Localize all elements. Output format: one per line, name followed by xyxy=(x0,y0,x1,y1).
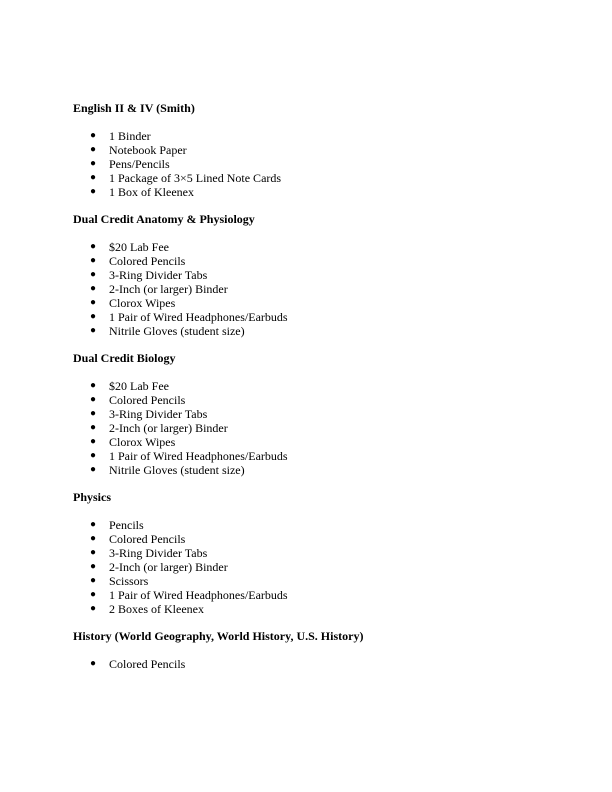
item-label: 3-Ring Divider Tabs xyxy=(109,546,208,560)
list-item xyxy=(73,463,593,477)
bullet-icon: ● xyxy=(90,561,97,572)
item-label: 2-Inch (or larger) Binder xyxy=(109,421,228,435)
bullet-icon: ● xyxy=(90,436,97,447)
list-item xyxy=(73,157,593,171)
bullet-icon: ● xyxy=(90,130,97,141)
supply-list xyxy=(73,240,593,338)
item-label: 1 Pair of Wired Headphones/Earbuds xyxy=(109,588,288,602)
list-item xyxy=(73,588,593,602)
list-item xyxy=(73,268,593,282)
bullet-icon: ● xyxy=(90,297,97,308)
list-item xyxy=(73,574,593,588)
item-label: Colored Pencils xyxy=(109,532,186,546)
bullet-icon: ● xyxy=(90,325,97,336)
list-item xyxy=(73,171,593,185)
bullet-icon: ● xyxy=(90,380,97,391)
section-physics xyxy=(73,490,593,616)
item-label: 1 Box of Kleenex xyxy=(109,185,194,199)
list-item xyxy=(73,657,593,671)
bullet-icon: ● xyxy=(90,519,97,530)
section-title: English II & IV (Smith) xyxy=(73,101,195,115)
section-anatomy-physiology xyxy=(73,212,593,338)
document-page xyxy=(73,101,593,684)
bullet-icon: ● xyxy=(90,311,97,322)
supply-list xyxy=(73,657,593,671)
supply-list xyxy=(73,129,593,199)
supply-list xyxy=(73,379,593,477)
item-label: Colored Pencils xyxy=(109,393,186,407)
list-item xyxy=(73,407,593,421)
bullet-icon: ● xyxy=(90,269,97,280)
section-history xyxy=(73,629,593,671)
item-label: $20 Lab Fee xyxy=(109,379,169,393)
section-biology xyxy=(73,351,593,477)
supply-list xyxy=(73,518,593,616)
item-label: 1 Package of 3×5 Lined Note Cards xyxy=(109,171,282,185)
bullet-icon: ● xyxy=(90,603,97,614)
item-label: 3-Ring Divider Tabs xyxy=(109,407,208,421)
list-item xyxy=(73,143,593,157)
bullet-icon: ● xyxy=(90,464,97,475)
bullet-icon: ● xyxy=(90,422,97,433)
list-item xyxy=(73,546,593,560)
section-title: History (World Geography, World History, U.S. History) xyxy=(73,629,364,643)
item-label: 2-Inch (or larger) Binder xyxy=(109,282,228,296)
bullet-icon: ● xyxy=(90,186,97,197)
list-item xyxy=(73,421,593,435)
bullet-icon: ● xyxy=(90,547,97,558)
item-label: 1 Pair of Wired Headphones/Earbuds xyxy=(109,310,288,324)
bullet-icon: ● xyxy=(90,283,97,294)
list-item xyxy=(73,518,593,532)
bullet-icon: ● xyxy=(90,144,97,155)
list-item xyxy=(73,282,593,296)
section-title: Dual Credit Anatomy & Physiology xyxy=(73,212,255,226)
list-item xyxy=(73,435,593,449)
bullet-icon: ● xyxy=(90,158,97,169)
bullet-icon: ● xyxy=(90,394,97,405)
list-item xyxy=(73,602,593,616)
bullet-icon: ● xyxy=(90,658,97,669)
item-label: 3-Ring Divider Tabs xyxy=(109,268,208,282)
bullet-icon: ● xyxy=(90,589,97,600)
bullet-icon: ● xyxy=(90,408,97,419)
item-label: Colored Pencils xyxy=(109,254,186,268)
list-item xyxy=(73,560,593,574)
item-label: Nitrile Gloves (student size) xyxy=(109,324,245,338)
item-label: $20 Lab Fee xyxy=(109,240,169,254)
list-item xyxy=(73,532,593,546)
item-label: Clorox Wipes xyxy=(109,296,176,310)
list-item xyxy=(73,324,593,338)
bullet-icon: ● xyxy=(90,255,97,266)
list-item xyxy=(73,185,593,199)
list-item xyxy=(73,129,593,143)
item-label: Clorox Wipes xyxy=(109,435,176,449)
item-label: 1 Binder xyxy=(109,129,151,143)
list-item xyxy=(73,240,593,254)
bullet-icon: ● xyxy=(90,172,97,183)
item-label: Scissors xyxy=(109,574,149,588)
list-item xyxy=(73,254,593,268)
list-item xyxy=(73,379,593,393)
section-title: Physics xyxy=(73,490,112,504)
item-label: Notebook Paper xyxy=(109,143,187,157)
list-item xyxy=(73,393,593,407)
bullet-icon: ● xyxy=(90,533,97,544)
section-english xyxy=(73,101,593,199)
item-label: Pencils xyxy=(109,518,144,532)
bullet-icon: ● xyxy=(90,575,97,586)
list-item xyxy=(73,449,593,463)
list-item xyxy=(73,310,593,324)
item-label: 2-Inch (or larger) Binder xyxy=(109,560,228,574)
bullet-icon: ● xyxy=(90,241,97,252)
item-label: 1 Pair of Wired Headphones/Earbuds xyxy=(109,449,288,463)
item-label: Pens/Pencils xyxy=(109,157,170,171)
item-label: Colored Pencils xyxy=(109,657,186,671)
section-title: Dual Credit Biology xyxy=(73,351,176,365)
bullet-icon: ● xyxy=(90,450,97,461)
list-item xyxy=(73,296,593,310)
item-label: 2 Boxes of Kleenex xyxy=(109,602,204,616)
item-label: Nitrile Gloves (student size) xyxy=(109,463,245,477)
